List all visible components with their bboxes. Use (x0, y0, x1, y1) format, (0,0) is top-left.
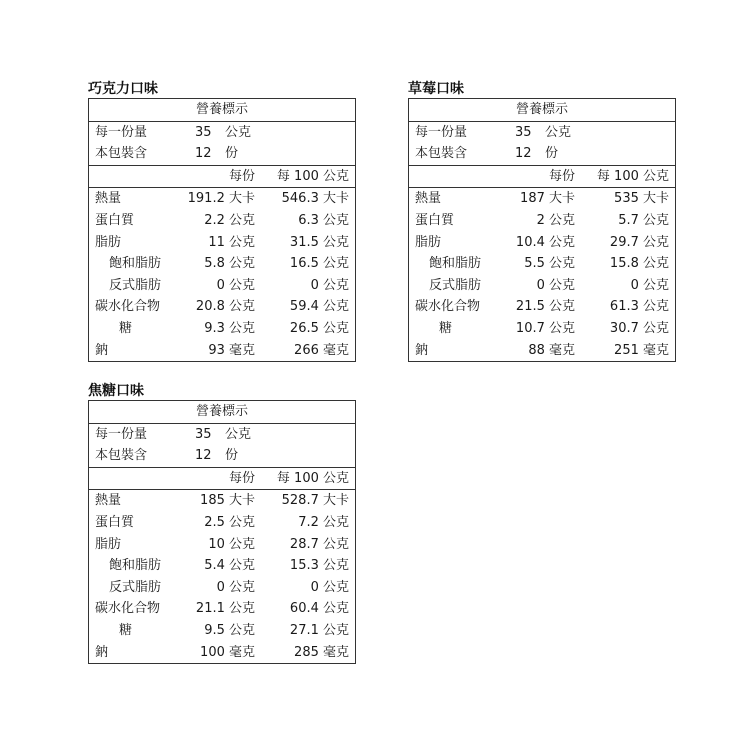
column-header-row (409, 166, 675, 189)
per-100-value: 31.5 公克 (289, 234, 349, 250)
nutrient-row (89, 555, 355, 577)
serving-size-label: 每一份量 (415, 124, 468, 140)
flavor-title: 草莓口味 (408, 81, 464, 97)
nutrition-table (408, 98, 676, 362)
nutrient-row (409, 275, 675, 297)
col-per-serving: 每份 (228, 470, 255, 486)
nutrient-row (409, 340, 675, 362)
per-100-value: 61.3 公克 (609, 299, 669, 315)
nutrient-row (89, 490, 355, 512)
nutrient-row (89, 577, 355, 599)
nutrient-label: 反式脂肪 (109, 277, 162, 293)
per-serving-value: 2.2 公克 (204, 212, 255, 228)
servings-value: 12 (195, 146, 212, 162)
nutrient-label: 碳水化合物 (415, 299, 481, 315)
per-serving-value: 0 公克 (536, 277, 575, 293)
flavor-block-strawberry (408, 80, 676, 362)
column-header-row (89, 468, 355, 491)
per-100-value: 535 大卡 (614, 191, 669, 207)
nutrient-row (409, 232, 675, 254)
per-100-value: 27.1 公克 (289, 622, 349, 638)
servings-unit: 份 (545, 146, 559, 162)
serving-size-row (409, 122, 675, 144)
per-serving-value: 10.4 公克 (515, 234, 575, 250)
servings-row (89, 143, 355, 166)
per-serving-value: 10.7 公克 (515, 320, 575, 336)
servings-row (409, 143, 675, 166)
servings-value: 12 (195, 448, 212, 464)
servings-unit: 份 (225, 448, 239, 464)
nutrient-row (409, 188, 675, 210)
per-100-value: 546.3 大卡 (281, 191, 349, 207)
nutrient-label: 脂肪 (95, 234, 122, 250)
per-serving-value: 0 公克 (216, 277, 255, 293)
nutrient-label: 反式脂肪 (429, 277, 482, 293)
per-100-value: 15.8 公克 (609, 256, 669, 272)
nutrient-row (89, 534, 355, 556)
per-100-value: 251 毫克 (614, 342, 669, 358)
nutrient-row (89, 210, 355, 232)
nutrient-label: 反式脂肪 (109, 579, 162, 595)
per-serving-value: 191.2 大卡 (187, 191, 255, 207)
per-100-value: 15.3 公克 (289, 558, 349, 574)
nutrient-label: 飽和脂肪 (109, 256, 162, 272)
per-serving-value: 21.1 公克 (195, 601, 255, 617)
nutrient-row (89, 296, 355, 318)
flavor-block-caramel (88, 382, 356, 664)
per-serving-value: 2 公克 (536, 212, 575, 228)
col-per-serving: 每份 (548, 168, 575, 184)
nutrient-row (409, 253, 675, 275)
nutrient-label: 熱量 (95, 493, 122, 509)
per-100-value: 528.7 大卡 (281, 493, 349, 509)
per-serving-value: 20.8 公克 (195, 299, 255, 315)
nutrient-row (89, 318, 355, 340)
per-serving-value: 11 公克 (208, 234, 255, 250)
serving-size-label: 每一份量 (95, 124, 148, 140)
serving-size-value: 35 (195, 426, 212, 442)
per-100-value: 0 公克 (310, 277, 349, 293)
table-title: 營養標示 (89, 401, 355, 424)
nutrition-table (88, 98, 356, 362)
nutrient-label: 飽和脂肪 (109, 558, 162, 574)
nutrient-row (409, 318, 675, 340)
per-serving-value: 93 毫克 (208, 342, 255, 358)
serving-size-row (89, 122, 355, 144)
table-title: 營養標示 (89, 99, 355, 122)
serving-size-label: 每一份量 (95, 426, 148, 442)
col-per-100: 每 100 公克 (276, 470, 349, 486)
nutrient-row (89, 188, 355, 210)
nutrient-row (89, 512, 355, 534)
table-title: 營養標示 (409, 99, 675, 122)
per-100-value: 30.7 公克 (609, 320, 669, 336)
per-serving-value: 187 大卡 (520, 191, 575, 207)
per-serving-value: 88 毫克 (528, 342, 575, 358)
per-serving-value: 21.5 公克 (515, 299, 575, 315)
serving-size-unit: 公克 (225, 124, 252, 140)
per-100-value: 28.7 公克 (289, 536, 349, 552)
nutrient-row (409, 296, 675, 318)
nutrient-label: 飽和脂肪 (429, 256, 482, 272)
per-serving-value: 0 公克 (216, 579, 255, 595)
serving-size-value: 35 (515, 124, 532, 140)
per-serving-value: 10 公克 (208, 536, 255, 552)
nutrient-label: 蛋白質 (415, 212, 455, 228)
nutrient-label: 鈉 (95, 644, 109, 660)
per-serving-value: 5.5 公克 (524, 256, 575, 272)
servings-value: 12 (515, 146, 532, 162)
nutrient-label: 脂肪 (95, 536, 122, 552)
per-100-value: 266 毫克 (294, 342, 349, 358)
nutrient-label: 碳水化合物 (95, 299, 161, 315)
servings-row (89, 445, 355, 468)
nutrient-row (89, 642, 355, 664)
per-serving-value: 9.5 公克 (204, 622, 255, 638)
per-serving-value: 2.5 公克 (204, 514, 255, 530)
servings-label: 本包裝含 (415, 146, 468, 162)
col-per-100: 每 100 公克 (596, 168, 669, 184)
serving-size-unit: 公克 (225, 426, 252, 442)
col-per-serving: 每份 (228, 168, 255, 184)
servings-label: 本包裝含 (95, 146, 148, 162)
per-serving-value: 9.3 公克 (204, 320, 255, 336)
per-100-value: 26.5 公克 (289, 320, 349, 336)
per-100-value: 29.7 公克 (609, 234, 669, 250)
per-100-value: 5.7 公克 (618, 212, 669, 228)
nutrient-label: 蛋白質 (95, 212, 135, 228)
nutrient-row (89, 340, 355, 362)
per-100-value: 6.3 公克 (298, 212, 349, 228)
nutrient-label: 碳水化合物 (95, 601, 161, 617)
nutrient-row (89, 275, 355, 297)
nutrient-label: 熱量 (415, 191, 442, 207)
per-100-value: 16.5 公克 (289, 256, 349, 272)
per-serving-value: 185 大卡 (200, 493, 255, 509)
nutrient-label: 鈉 (95, 342, 109, 358)
serving-size-row (89, 424, 355, 446)
nutrient-label: 脂肪 (415, 234, 442, 250)
nutrient-label: 糖 (119, 320, 133, 336)
per-serving-value: 5.4 公克 (204, 558, 255, 574)
per-100-value: 0 公克 (630, 277, 669, 293)
nutrient-label: 鈉 (415, 342, 429, 358)
nutrient-row (409, 210, 675, 232)
servings-unit: 份 (225, 146, 239, 162)
nutrient-row (89, 620, 355, 642)
per-100-value: 60.4 公克 (289, 601, 349, 617)
serving-size-unit: 公克 (545, 124, 572, 140)
nutrient-label: 蛋白質 (95, 514, 135, 530)
column-header-row (89, 166, 355, 189)
per-100-value: 285 毫克 (294, 644, 349, 660)
nutrition-table (88, 400, 356, 664)
col-per-100: 每 100 公克 (276, 168, 349, 184)
nutrient-row (89, 253, 355, 275)
nutrient-label: 糖 (439, 320, 453, 336)
per-100-value: 0 公克 (310, 579, 349, 595)
per-serving-value: 5.8 公克 (204, 256, 255, 272)
nutrient-label: 熱量 (95, 191, 122, 207)
per-100-value: 7.2 公克 (298, 514, 349, 530)
nutrient-row (89, 598, 355, 620)
per-serving-value: 100 毫克 (200, 644, 255, 660)
nutrient-row (89, 232, 355, 254)
flavor-block-chocolate (88, 80, 356, 362)
nutrient-label: 糖 (119, 622, 133, 638)
flavor-title: 焦糖口味 (88, 383, 144, 399)
servings-label: 本包裝含 (95, 448, 148, 464)
serving-size-value: 35 (195, 124, 212, 140)
per-100-value: 59.4 公克 (289, 299, 349, 315)
flavor-title: 巧克力口味 (88, 81, 158, 97)
